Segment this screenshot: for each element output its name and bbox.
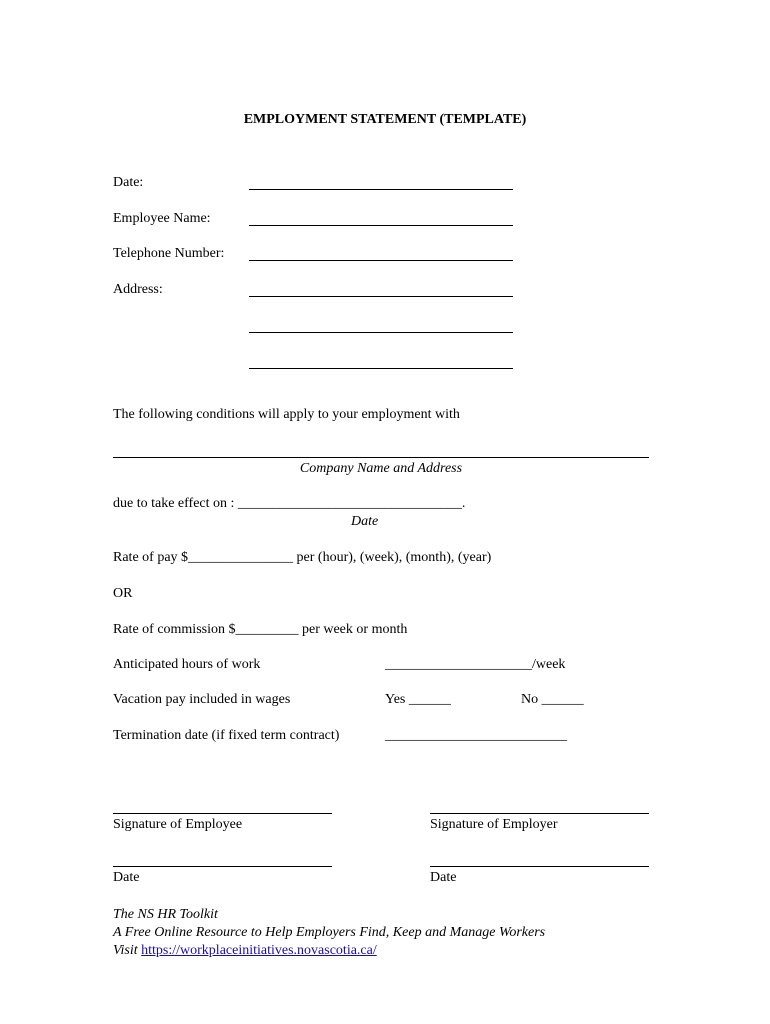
conditions-text: The following conditions will apply to your employment with bbox=[113, 407, 460, 422]
vacation-label: Vacation pay included in wages bbox=[113, 692, 291, 707]
footer-toolkit: The NS HR Toolkit bbox=[113, 907, 218, 922]
address-blank-2[interactable] bbox=[249, 332, 513, 333]
hours-blank[interactable]: _____________________/week bbox=[385, 657, 566, 672]
employer-date-line[interactable] bbox=[430, 866, 649, 867]
date-label: Date: bbox=[113, 175, 144, 190]
employee-signature-label: Signature of Employee bbox=[113, 817, 243, 832]
employer-date-label: Date bbox=[430, 870, 457, 885]
termination-label: Termination date (if fixed term contract) bbox=[113, 728, 340, 743]
footer-visit-label: Visit bbox=[113, 943, 142, 958]
address-blank-3[interactable] bbox=[249, 368, 513, 369]
hours-label: Anticipated hours of work bbox=[113, 657, 261, 672]
address-label: Address: bbox=[113, 282, 163, 297]
employee-signature-line[interactable] bbox=[113, 813, 332, 814]
company-caption: Company Name and Address bbox=[299, 461, 463, 476]
effect-text: due to take effect on : ________________________________. bbox=[113, 496, 466, 511]
employee-name-label: Employee Name: bbox=[113, 211, 211, 226]
footer-tagline: A Free Online Resource to Help Employers Find, Keep and Manage Workers bbox=[113, 925, 546, 940]
vacation-no[interactable]: No ______ bbox=[521, 692, 584, 707]
employer-signature-label: Signature of Employer bbox=[430, 817, 558, 832]
employee-date-label: Date bbox=[113, 870, 140, 885]
telephone-label: Telephone Number: bbox=[113, 246, 225, 261]
vacation-yes[interactable]: Yes ______ bbox=[385, 692, 451, 707]
employee-name-blank[interactable] bbox=[249, 225, 513, 226]
footer-visit bbox=[113, 943, 377, 959]
or-text: OR bbox=[113, 586, 133, 601]
commission-text: Rate of commission $_________ per week or month bbox=[113, 622, 408, 637]
telephone-blank[interactable] bbox=[249, 260, 513, 261]
address-blank-1[interactable] bbox=[249, 296, 513, 297]
company-blank[interactable] bbox=[113, 457, 649, 458]
employee-date-line[interactable] bbox=[113, 866, 332, 867]
employer-signature-line[interactable] bbox=[430, 813, 649, 814]
termination-blank[interactable]: __________________________ bbox=[385, 728, 567, 743]
rate-of-pay: Rate of pay $_______________ per (hour), (week), (month), (year) bbox=[113, 550, 492, 565]
date-blank[interactable] bbox=[249, 189, 513, 190]
effect-date-caption: Date bbox=[351, 514, 379, 529]
footer-url-link[interactable]: https://workplaceinitiatives.novascotia.ca/ bbox=[141, 943, 377, 958]
document-title: EMPLOYMENT STATEMENT (TEMPLATE) bbox=[243, 112, 527, 127]
